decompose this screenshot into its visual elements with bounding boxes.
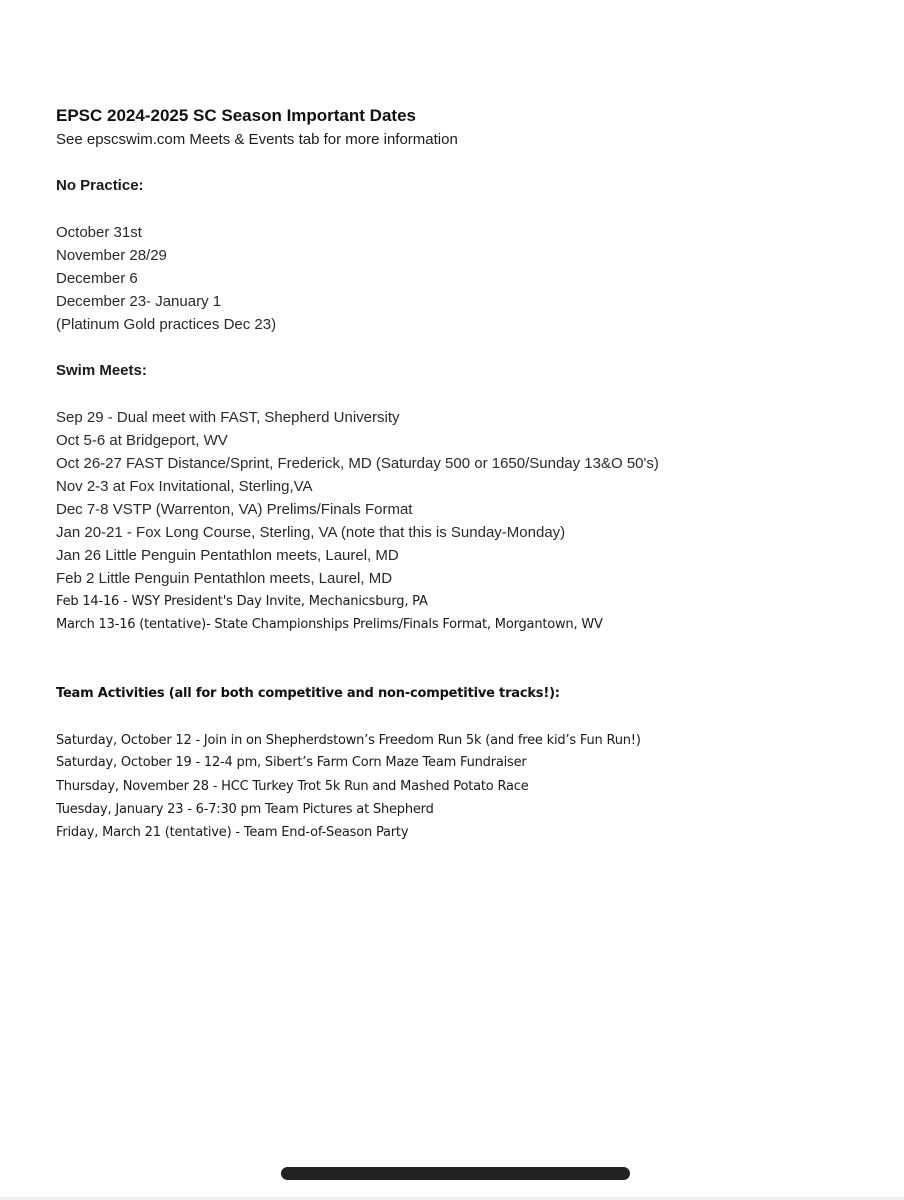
list-item: Feb 2 Little Penguin Pentathlon meets, Laurel, MD (56, 570, 393, 587)
list-item: Dec 7-8 VSTP (Warrenton, VA) Prelims/Finals Format (56, 501, 413, 518)
list-item: March 13-16 (tentative)- State Championships Prelims/Finals Format, Morgantown, WV (56, 617, 603, 632)
swim-meets-heading: Swim Meets: (56, 362, 147, 379)
list-item: December 23- January 1 (56, 293, 222, 310)
list-item: Tuesday, January 23 - 6-7:30 pm Team Pictures at Shepherd (56, 802, 434, 817)
list-item: Feb 14-16 - WSY President's Day Invite, Mechanicsburg, PA (56, 594, 428, 609)
list-item: Sep 29 - Dual meet with FAST, Shepherd University (56, 409, 400, 426)
document-subtitle: See epscswim.com Meets & Events tab for more information (56, 131, 458, 148)
home-indicator-bar[interactable] (281, 1167, 630, 1180)
list-item: Jan 20-21 - Fox Long Course, Sterling, VA (note that this is Sunday-Monday) (56, 524, 566, 541)
list-item: (Platinum Gold practices Dec 23) (56, 316, 277, 333)
team-activities-heading: Team Activities (all for both competitive and non-competitive tracks!): (56, 686, 560, 701)
no-practice-heading: No Practice: (56, 177, 144, 194)
list-item: Oct 26-27 FAST Distance/Sprint, Frederick, MD (Saturday 500 or 1650/Sunday 13&O 50's) (56, 455, 659, 472)
list-item: November 28/29 (56, 247, 167, 264)
list-item: Jan 26 Little Penguin Pentathlon meets, Laurel, MD (56, 547, 399, 564)
list-item: Thursday, November 28 - HCC Turkey Trot 5k Run and Mashed Potato Race (56, 779, 529, 794)
list-item: October 31st (56, 224, 142, 241)
list-item: Saturday, October 19 - 12-4 pm, Sibert’s Farm Corn Maze Team Fundraiser (56, 755, 527, 770)
list-item: Saturday, October 12 - Join in on Shepherdstown’s Freedom Run 5k (and free kid’s Fun Run!) (56, 733, 641, 748)
document-title: EPSC 2024-2025 SC Season Important Dates (56, 106, 416, 125)
list-item: Friday, March 21 (tentative) - Team End-of-Season Party (56, 825, 409, 840)
list-item: Nov 2-3 at Fox Invitational, Sterling,VA (56, 478, 313, 495)
list-item: December 6 (56, 270, 138, 287)
list-item: Oct 5-6 at Bridgeport, WV (56, 432, 228, 449)
